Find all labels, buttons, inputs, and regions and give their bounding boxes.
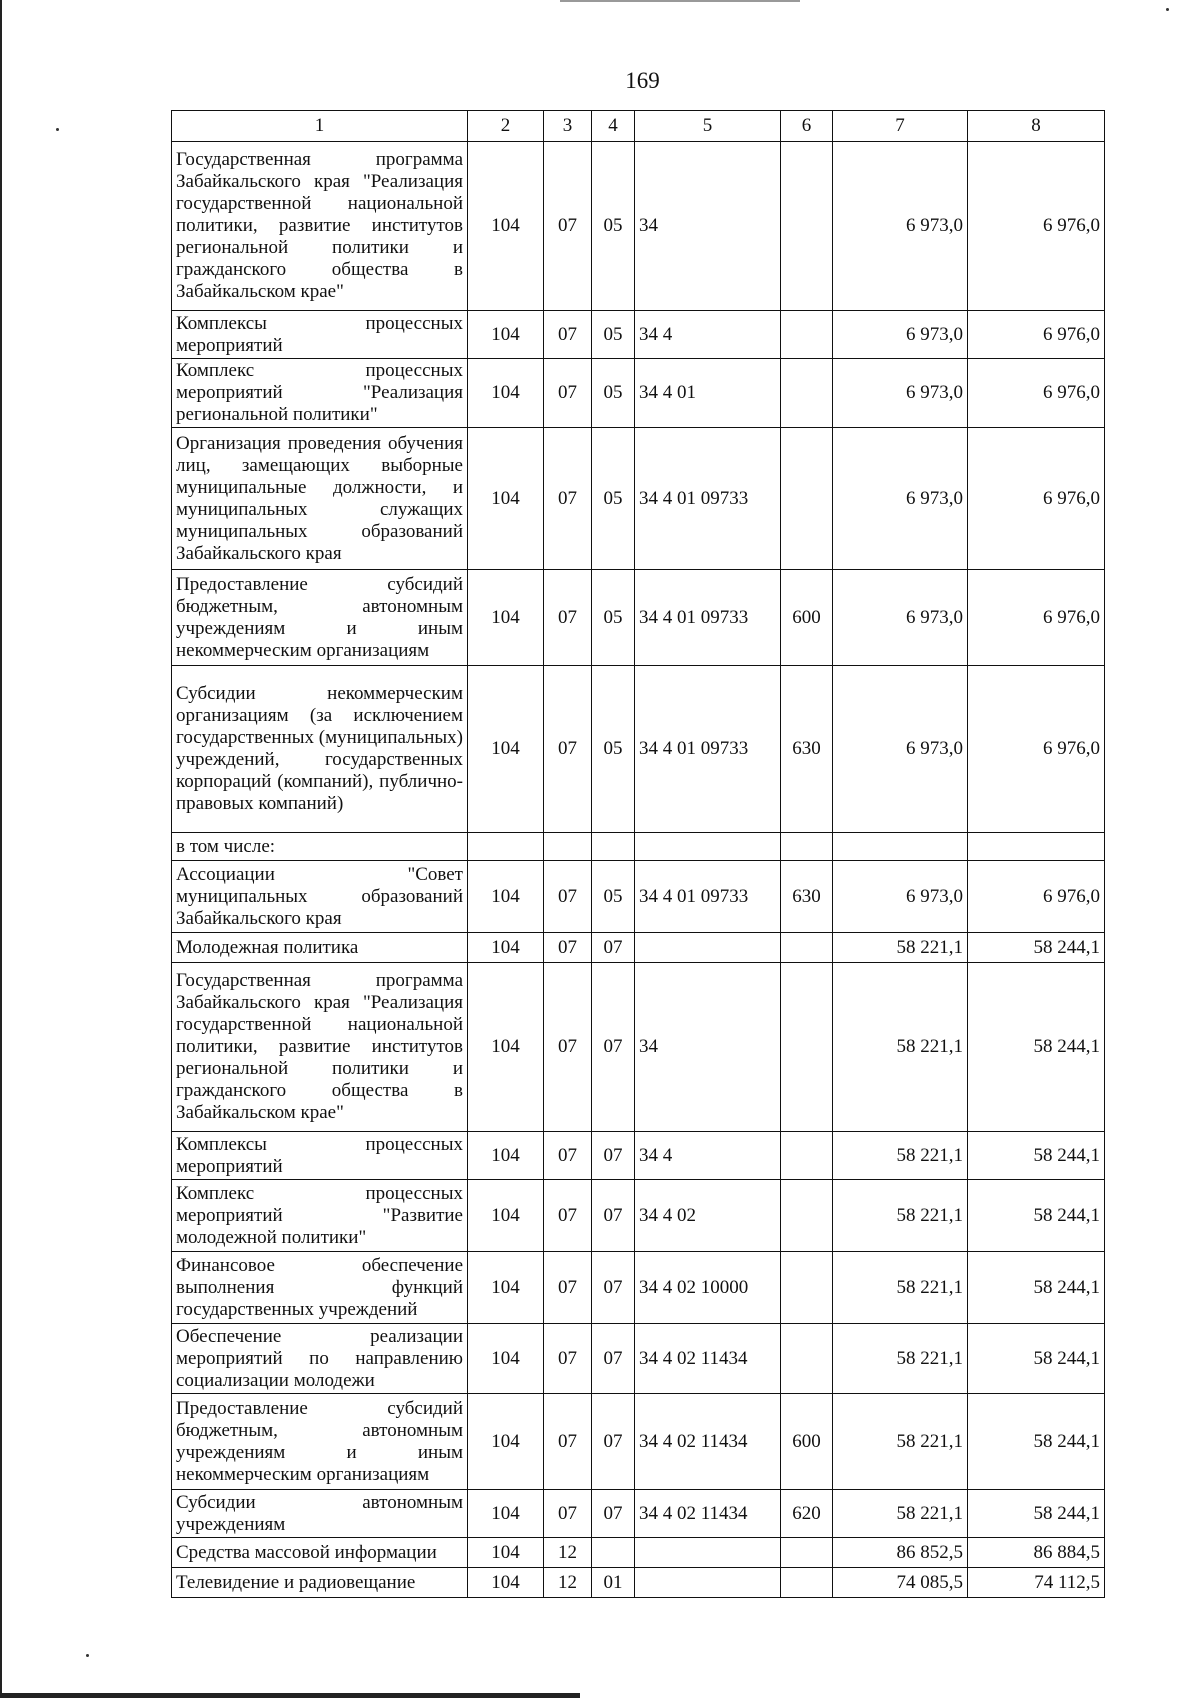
cell-col-6	[781, 1538, 833, 1568]
cell-col-7: 86 852,5	[833, 1538, 968, 1568]
cell-col-2: 104	[468, 142, 544, 311]
row-name: Предоставление субсидий бюджетным, автономным учреждениям и иным некоммерческим организациям	[172, 570, 468, 666]
cell-col-6	[781, 833, 833, 861]
cell-col-2: 104	[468, 1180, 544, 1252]
cell-col-5: 34	[635, 142, 781, 311]
cell-col-8: 6 976,0	[968, 428, 1105, 570]
cell-col-8: 6 976,0	[968, 311, 1105, 359]
cell-col-4: 05	[592, 570, 635, 666]
header-col-7: 7	[833, 111, 968, 142]
cell-col-4: 05	[592, 861, 635, 933]
table-row	[172, 1490, 1105, 1538]
cell-col-2: 104	[468, 1490, 544, 1538]
cell-col-5: 34 4 02 11434	[635, 1490, 781, 1538]
cell-col-8: 58 244,1	[968, 1180, 1105, 1252]
table-row	[172, 1538, 1105, 1568]
cell-col-7: 6 973,0	[833, 666, 968, 833]
cell-col-3: 07	[544, 1324, 592, 1394]
cell-col-2: 104	[468, 861, 544, 933]
cell-col-2: 104	[468, 1538, 544, 1568]
cell-col-6: 620	[781, 1490, 833, 1538]
cell-col-7	[833, 833, 968, 861]
cell-col-6	[781, 1252, 833, 1324]
row-name: Субсидии автономным учреждениям	[172, 1490, 468, 1538]
cell-col-3: 07	[544, 1180, 592, 1252]
cell-col-5: 34 4 02 10000	[635, 1252, 781, 1324]
table-row	[172, 963, 1105, 1132]
cell-col-7: 6 973,0	[833, 311, 968, 359]
cell-col-3: 07	[544, 1490, 592, 1538]
table-row	[172, 1568, 1105, 1598]
cell-col-4: 07	[592, 1490, 635, 1538]
cell-col-3: 07	[544, 359, 592, 428]
row-name: Средства массовой информации	[172, 1538, 468, 1568]
table-row	[172, 1252, 1105, 1324]
cell-col-4	[592, 833, 635, 861]
cell-col-3: 07	[544, 142, 592, 311]
scan-artifact-bottom	[0, 1693, 580, 1698]
cell-col-3: 07	[544, 1252, 592, 1324]
cell-col-7: 58 221,1	[833, 1324, 968, 1394]
header-col-6: 6	[781, 111, 833, 142]
cell-col-7: 58 221,1	[833, 1180, 968, 1252]
cell-col-2: 104	[468, 1568, 544, 1598]
cell-col-8: 6 976,0	[968, 666, 1105, 833]
cell-col-2	[468, 833, 544, 861]
cell-col-4: 05	[592, 666, 635, 833]
header-col-2: 2	[468, 111, 544, 142]
cell-col-2: 104	[468, 1252, 544, 1324]
table-row	[172, 666, 1105, 833]
cell-col-5: 34 4 01	[635, 359, 781, 428]
cell-col-8: 58 244,1	[968, 1132, 1105, 1180]
cell-col-2: 104	[468, 570, 544, 666]
cell-col-3: 07	[544, 1394, 592, 1490]
cell-col-3: 07	[544, 570, 592, 666]
cell-col-3: 07	[544, 428, 592, 570]
cell-col-4: 07	[592, 1252, 635, 1324]
row-name: Предоставление субсидий бюджетным, автономным учреждениям и иным некоммерческим организациям	[172, 1394, 468, 1490]
table-row	[172, 833, 1105, 861]
cell-col-4: 05	[592, 359, 635, 428]
table-row	[172, 1394, 1105, 1490]
cell-col-4: 07	[592, 1324, 635, 1394]
row-name: Субсидии некоммерческим организациям (за исключением государственных (муниципальных) учреждений, государственных корпораций (компаний), публично-правовых компаний)	[172, 666, 468, 833]
cell-col-5: 34	[635, 963, 781, 1132]
row-name: Комплекс процессных мероприятий "Реализация региональной политики"	[172, 359, 468, 428]
cell-col-4: 01	[592, 1568, 635, 1598]
table-row	[172, 570, 1105, 666]
cell-col-7: 58 221,1	[833, 1252, 968, 1324]
cell-col-8: 58 244,1	[968, 1324, 1105, 1394]
row-name: Комплекс процессных мероприятий "Развитие молодежной политики"	[172, 1180, 468, 1252]
scan-speck	[86, 1654, 89, 1657]
cell-col-8: 6 976,0	[968, 359, 1105, 428]
cell-col-7: 58 221,1	[833, 963, 968, 1132]
table-header-row	[172, 111, 1105, 142]
cell-col-4: 07	[592, 963, 635, 1132]
row-name: Государственная программа Забайкальского края "Реализация государственной национальной политики, развитие институтов региональной политики и гражданского общества в Забайкальском крае"	[172, 963, 468, 1132]
cell-col-6	[781, 142, 833, 311]
cell-col-6	[781, 1132, 833, 1180]
cell-col-4: 07	[592, 1180, 635, 1252]
scan-artifact-top	[560, 0, 800, 2]
table-row	[172, 1324, 1105, 1394]
page-number: 169	[625, 68, 660, 93]
cell-col-2: 104	[468, 666, 544, 833]
row-name: Организация проведения обучения лиц, замещающих выборные муниципальные должности, и муниципальных служащих муниципальных образований Забайкальского края	[172, 428, 468, 570]
cell-col-8: 58 244,1	[968, 1252, 1105, 1324]
cell-col-6	[781, 428, 833, 570]
cell-col-7: 6 973,0	[833, 359, 968, 428]
cell-col-6: 630	[781, 666, 833, 833]
row-name: Комплексы процессных мероприятий	[172, 1132, 468, 1180]
row-name: Государственная программа Забайкальского края "Реализация государственной национальной политики, развитие институтов региональной политики и гражданского общества в Забайкальском крае"	[172, 142, 468, 311]
cell-col-8: 6 976,0	[968, 142, 1105, 311]
cell-col-2: 104	[468, 311, 544, 359]
cell-col-3: 07	[544, 861, 592, 933]
cell-col-4: 07	[592, 933, 635, 963]
cell-col-2: 104	[468, 359, 544, 428]
table-row	[172, 311, 1105, 359]
table-row	[172, 1180, 1105, 1252]
row-name: Молодежная политика	[172, 933, 468, 963]
cell-col-7: 6 973,0	[833, 861, 968, 933]
cell-col-3	[544, 833, 592, 861]
cell-col-8: 58 244,1	[968, 963, 1105, 1132]
cell-col-8: 74 112,5	[968, 1568, 1105, 1598]
cell-col-6: 600	[781, 570, 833, 666]
row-name: Финансовое обеспечение выполнения функций государственных учреждений	[172, 1252, 468, 1324]
cell-col-3: 07	[544, 933, 592, 963]
cell-col-6	[781, 359, 833, 428]
cell-col-3: 07	[544, 311, 592, 359]
row-name: Телевидение и радиовещание	[172, 1568, 468, 1598]
scan-artifact-left-edge	[0, 0, 2, 1698]
header-col-8: 8	[968, 111, 1105, 142]
cell-col-8: 86 884,5	[968, 1538, 1105, 1568]
table-row	[172, 142, 1105, 311]
cell-col-2: 104	[468, 428, 544, 570]
cell-col-5	[635, 833, 781, 861]
header-col-3: 3	[544, 111, 592, 142]
cell-col-2: 104	[468, 1394, 544, 1490]
cell-col-6: 600	[781, 1394, 833, 1490]
row-name: Ассоциации "Совет муниципальных образований Забайкальского края	[172, 861, 468, 933]
cell-col-6	[781, 1568, 833, 1598]
table-row	[172, 861, 1105, 933]
cell-col-8	[968, 833, 1105, 861]
budget-table	[171, 110, 1105, 1598]
row-name: Обеспечение реализации мероприятий по направлению социализации молодежи	[172, 1324, 468, 1394]
cell-col-5: 34 4	[635, 1132, 781, 1180]
cell-col-2: 104	[468, 1132, 544, 1180]
cell-col-7: 74 085,5	[833, 1568, 968, 1598]
cell-col-5: 34 4 02	[635, 1180, 781, 1252]
cell-col-2: 104	[468, 963, 544, 1132]
table-row	[172, 933, 1105, 963]
cell-col-8: 58 244,1	[968, 933, 1105, 963]
scan-speck	[1166, 8, 1169, 11]
cell-col-6	[781, 963, 833, 1132]
cell-col-5	[635, 1538, 781, 1568]
cell-col-5: 34 4 01 09733	[635, 570, 781, 666]
cell-col-5: 34 4 01 09733	[635, 666, 781, 833]
cell-col-3: 07	[544, 1132, 592, 1180]
cell-col-5: 34 4 02 11434	[635, 1324, 781, 1394]
cell-col-2: 104	[468, 933, 544, 963]
cell-col-5: 34 4 01 09733	[635, 861, 781, 933]
cell-col-8: 6 976,0	[968, 570, 1105, 666]
cell-col-7: 58 221,1	[833, 1394, 968, 1490]
cell-col-7: 58 221,1	[833, 1490, 968, 1538]
header-col-5: 5	[635, 111, 781, 142]
cell-col-5: 34 4 01 09733	[635, 428, 781, 570]
cell-col-7: 58 221,1	[833, 1132, 968, 1180]
cell-col-3: 12	[544, 1568, 592, 1598]
cell-col-5: 34 4 02 11434	[635, 1394, 781, 1490]
cell-col-5	[635, 1568, 781, 1598]
table-row	[172, 1132, 1105, 1180]
cell-col-7: 58 221,1	[833, 933, 968, 963]
header-col-1: 1	[172, 111, 468, 142]
cell-col-4: 07	[592, 1394, 635, 1490]
cell-col-6	[781, 311, 833, 359]
cell-col-5	[635, 933, 781, 963]
cell-col-6	[781, 1180, 833, 1252]
cell-col-7: 6 973,0	[833, 570, 968, 666]
cell-col-4: 05	[592, 428, 635, 570]
cell-col-7: 6 973,0	[833, 428, 968, 570]
header-col-4: 4	[592, 111, 635, 142]
cell-col-3: 07	[544, 963, 592, 1132]
cell-col-6: 630	[781, 861, 833, 933]
cell-col-6	[781, 933, 833, 963]
table-row	[172, 428, 1105, 570]
row-name: Комплексы процессных мероприятий	[172, 311, 468, 359]
table-row	[172, 359, 1105, 428]
row-name: в том числе:	[172, 833, 468, 861]
cell-col-6	[781, 1324, 833, 1394]
cell-col-8: 58 244,1	[968, 1490, 1105, 1538]
cell-col-4: 05	[592, 142, 635, 311]
cell-col-4: 07	[592, 1132, 635, 1180]
cell-col-5: 34 4	[635, 311, 781, 359]
cell-col-3: 12	[544, 1538, 592, 1568]
cell-col-7: 6 973,0	[833, 142, 968, 311]
cell-col-8: 6 976,0	[968, 861, 1105, 933]
cell-col-4: 05	[592, 311, 635, 359]
cell-col-8: 58 244,1	[968, 1394, 1105, 1490]
cell-col-2: 104	[468, 1324, 544, 1394]
cell-col-3: 07	[544, 666, 592, 833]
scan-speck	[56, 128, 59, 131]
cell-col-4	[592, 1538, 635, 1568]
